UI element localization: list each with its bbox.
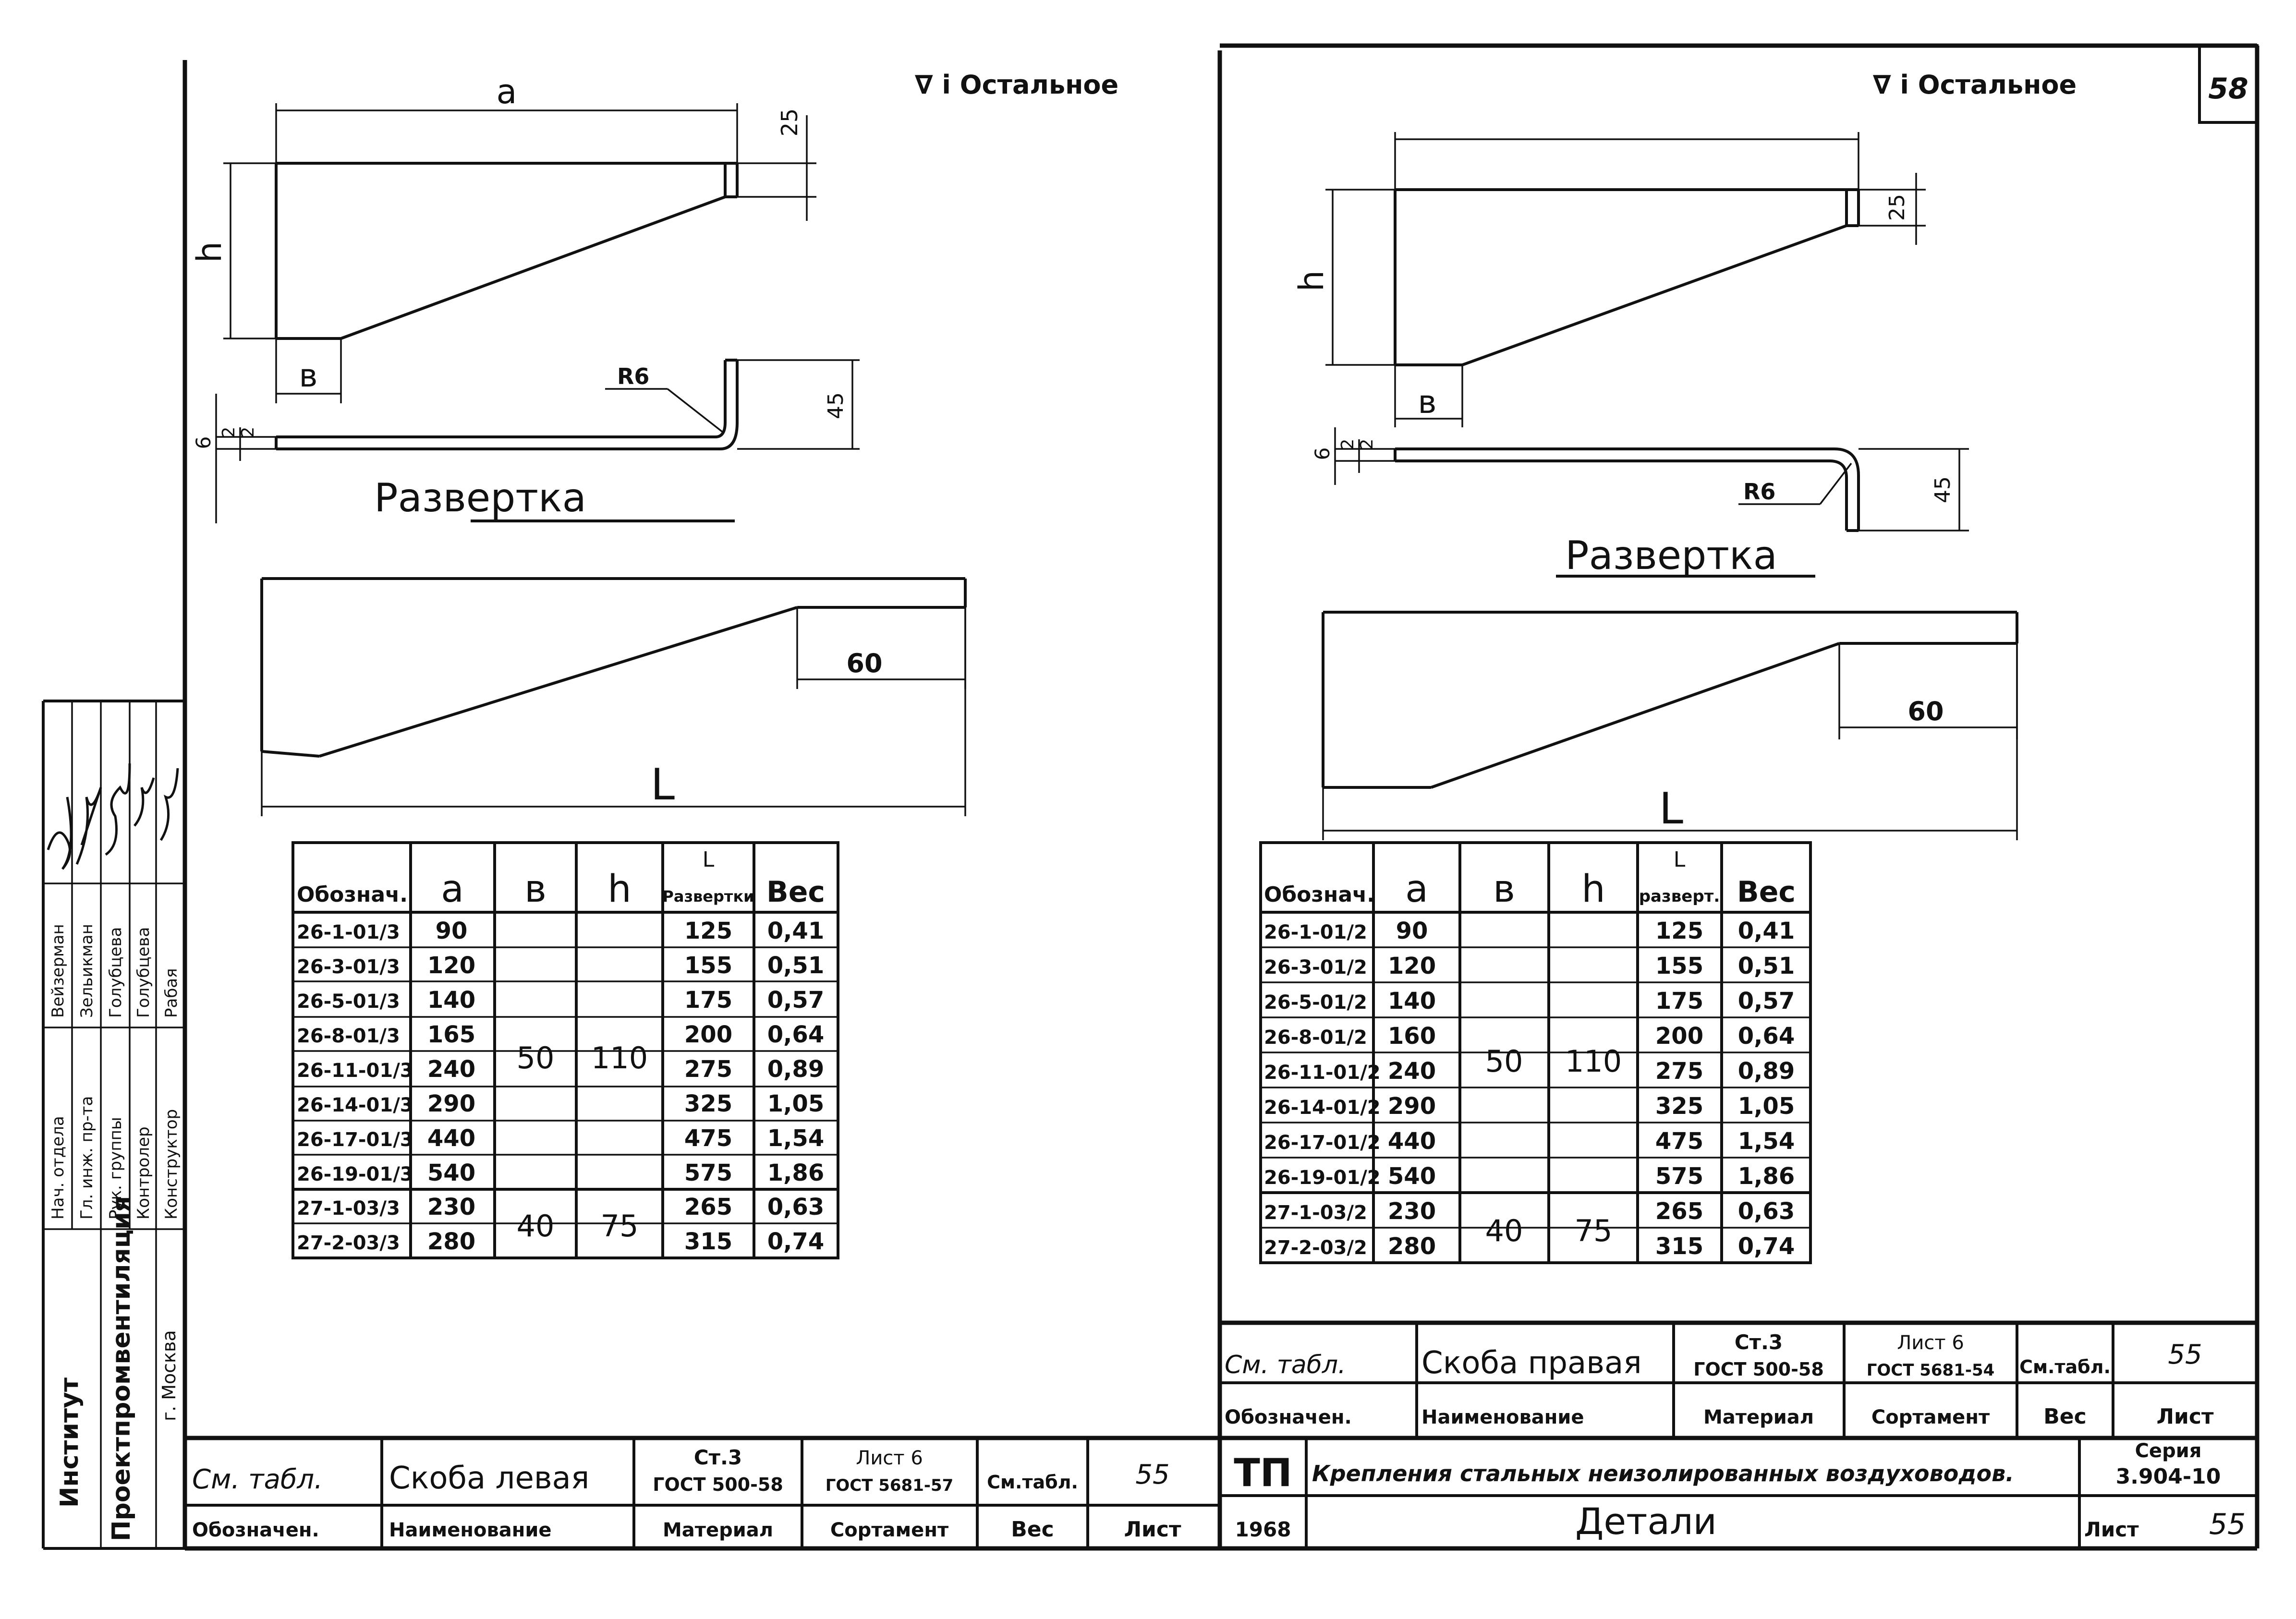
table-cell: 140 (427, 987, 476, 1014)
table-cell: 240 (427, 1056, 476, 1083)
right-tb-weight: См.табл. (2019, 1356, 2111, 1377)
table-cell: 26-5-01/2 (1264, 991, 1367, 1014)
left-data-table (293, 843, 838, 1258)
table-cell: 1,54 (1737, 1128, 1795, 1155)
page-number-box (2199, 46, 2257, 122)
left-tb-label-sheet: Лист (1124, 1517, 1181, 1542)
left-plan-view (190, 72, 816, 403)
right-th-a: a (1405, 868, 1428, 911)
left-group2-b: 40 (516, 1208, 555, 1244)
left-dim-h: h (190, 241, 229, 263)
right-group1-h: 110 (1565, 1044, 1622, 1079)
right-tb-assortment-2: ГОСТ 5681-54 (1866, 1361, 1995, 1380)
table-cell: 1,86 (1737, 1163, 1795, 1190)
left-dim-r6: R6 (617, 363, 650, 389)
table-cell: 0,41 (1737, 918, 1795, 944)
right-group2-h: 75 (1574, 1213, 1613, 1248)
table-cell: 325 (1655, 1093, 1704, 1120)
right-dim-45: 45 (1931, 476, 1955, 503)
table-cell: 90 (435, 918, 468, 944)
left-th-razvertki: Развертки (662, 887, 754, 906)
left-tb-label-assortment: Сортамент (830, 1519, 949, 1541)
table-cell: 155 (1655, 953, 1704, 979)
left-tb-label-designation: Обозначен. (192, 1519, 319, 1541)
main-tb-sheet-value: 55 (2209, 1508, 2246, 1541)
table-cell: 0,51 (1737, 953, 1795, 979)
table-cell: 0,57 (767, 987, 825, 1014)
table-cell: 280 (427, 1228, 476, 1255)
right-th-L-mark: L (1673, 847, 1686, 872)
left-dim-6: 6 (192, 436, 215, 449)
stamp-org: Проектпромвентиляция (107, 1196, 136, 1541)
left-dim-a: a (496, 72, 517, 111)
table-cell: 1,86 (767, 1160, 825, 1186)
table-cell: 0,63 (1737, 1198, 1795, 1225)
main-tb-subtitle: Детали (1575, 1500, 1717, 1543)
right-razvertka-title: Развертка (1565, 533, 1777, 579)
table-cell: 26-14-01/2 (1264, 1097, 1381, 1119)
table-cell: 540 (1387, 1163, 1436, 1190)
table-cell: 0,64 (767, 1021, 825, 1048)
table-cell: 140 (1387, 988, 1436, 1015)
main-tb-sheet-label: Лист (2084, 1518, 2139, 1541)
right-dim-2a: 2 (1338, 438, 1358, 450)
left-dim-2b: 2 (238, 426, 258, 438)
table-cell: 26-14-01/3 (297, 1094, 413, 1116)
table-cell: 280 (1387, 1233, 1436, 1260)
table-cell: 0,51 (767, 952, 825, 979)
table-cell: 26-1-01/3 (297, 921, 400, 943)
table-cell: 90 (1396, 918, 1428, 944)
left-th-b: в (524, 868, 547, 911)
right-tb-label-sheet: Лист (2156, 1404, 2214, 1429)
table-cell: 27-2-03/2 (1264, 1237, 1367, 1259)
left-tb-label-weight: Вес (1011, 1517, 1054, 1542)
stamp-role-4: Контролер (134, 1126, 153, 1220)
table-cell: 1,54 (767, 1125, 825, 1152)
left-dim-60: 60 (846, 648, 883, 678)
table-cell: 315 (1655, 1233, 1704, 1260)
left-title-block (185, 1438, 1220, 1548)
table-cell: 26-3-01/3 (297, 956, 400, 978)
table-cell: 200 (1655, 1023, 1704, 1050)
left-development-view (262, 579, 965, 816)
right-tb-sheet: 55 (2168, 1339, 2202, 1370)
table-cell: 240 (1387, 1058, 1436, 1085)
right-side-view (1311, 427, 1969, 531)
left-razvertka-title: Развертка (374, 475, 586, 521)
right-dim-L: L (1659, 784, 1684, 834)
right-table-rows (1264, 918, 1795, 1260)
left-tb-material-2: ГОСТ 500-58 (653, 1474, 783, 1495)
left-finish-mark: ∇ ⅰ Остальное (915, 70, 1119, 100)
left-dim-b: в (299, 357, 318, 394)
stamp-name-5: Рабая (162, 968, 181, 1018)
table-cell: 475 (1655, 1128, 1704, 1155)
stamp-role-2: Гл. инж. пр-та (77, 1096, 97, 1220)
left-tb-assortment-1: Лист 6 (856, 1447, 923, 1469)
right-drawing (1261, 70, 2077, 1263)
right-tb-designation: См. табл. (1225, 1351, 1346, 1379)
table-cell: 120 (1387, 953, 1436, 979)
right-dim-b: в (1418, 384, 1437, 421)
table-cell: 26-11-01/2 (1264, 1062, 1381, 1084)
right-tb-label-weight: Вес (2043, 1404, 2087, 1429)
main-tb-project-title: Крепления стальных неизолированных воздуховодов. (1312, 1461, 2014, 1486)
right-th-h: h (1581, 868, 1605, 911)
right-dim-60: 60 (1907, 696, 1944, 726)
table-cell: 575 (684, 1160, 733, 1186)
table-cell: 0,89 (767, 1056, 825, 1083)
table-cell: 0,74 (1737, 1233, 1795, 1260)
left-group1-b: 50 (516, 1040, 555, 1075)
left-tb-name: Скоба левая (389, 1461, 590, 1496)
right-tb-label-assortment: Сортамент (1871, 1406, 1990, 1428)
stamp-name-3: Голубцева (106, 927, 125, 1018)
left-group2-h: 75 (600, 1208, 639, 1244)
table-cell: 26-17-01/3 (297, 1129, 413, 1151)
main-title-block (1220, 1438, 2257, 1548)
right-tb-label-designation: Обозначен. (1225, 1406, 1352, 1428)
table-cell: 275 (684, 1056, 733, 1083)
right-tb-material-1: Ст.3 (1734, 1330, 1783, 1354)
table-cell: 26-19-01/2 (1264, 1167, 1381, 1189)
table-cell: 125 (1655, 918, 1704, 944)
right-data-table (1261, 843, 1810, 1263)
stamp-role-1: Нач. отдела (49, 1116, 68, 1220)
right-tb-assortment-1: Лист 6 (1897, 1332, 1964, 1354)
table-cell: 155 (684, 952, 733, 979)
right-group2-b: 40 (1485, 1213, 1523, 1248)
table-cell: 0,74 (767, 1228, 825, 1255)
stamp-institute: Институт (55, 1377, 84, 1508)
right-th-designation: Обознач. (1264, 882, 1375, 907)
table-cell: 175 (684, 987, 733, 1014)
table-cell: 440 (1387, 1128, 1436, 1155)
right-plan-view (1292, 132, 1926, 427)
right-development-view (1323, 612, 2017, 840)
table-cell: 1,05 (767, 1090, 825, 1117)
right-dim-6: 6 (1311, 447, 1334, 460)
left-dim-45: 45 (824, 392, 848, 419)
stamp-name-2: Зельикман (77, 924, 97, 1018)
right-tb-material-2: ГОСТ 500-58 (1693, 1359, 1824, 1380)
main-tb-series-value: 3.904-10 (2115, 1464, 2221, 1489)
right-finish-mark: ∇ ⅰ Остальное (1873, 70, 2077, 100)
right-dim-r6: R6 (1743, 479, 1776, 505)
table-cell: 120 (427, 952, 476, 979)
table-cell: 0,57 (1737, 988, 1795, 1015)
table-cell: 175 (1655, 988, 1704, 1015)
left-tb-label-material: Материал (662, 1519, 774, 1541)
table-cell: 1,05 (1737, 1093, 1795, 1120)
table-cell: 290 (1387, 1093, 1436, 1120)
right-th-ves: Вес (1737, 875, 1796, 909)
right-dim-h: h (1292, 270, 1331, 292)
table-cell: 325 (684, 1090, 733, 1117)
main-tb-tp: ТП (1234, 1450, 1292, 1495)
left-dim-25: 25 (777, 108, 802, 137)
left-tb-designation: См. табл. (192, 1464, 323, 1495)
left-th-L-mark: L (702, 847, 715, 872)
table-cell: 0,64 (1737, 1023, 1795, 1050)
table-cell: 0,41 (767, 918, 825, 944)
left-tb-weight: См.табл. (987, 1472, 1078, 1493)
table-cell: 125 (684, 918, 733, 944)
right-tb-label-material: Материал (1703, 1406, 1814, 1428)
left-th-ves: Вес (766, 875, 825, 909)
table-cell: 26-5-01/3 (297, 991, 400, 1013)
table-cell: 275 (1655, 1058, 1704, 1085)
table-cell: 475 (684, 1125, 733, 1152)
stamp-name-4: Голубцева (134, 927, 153, 1018)
left-tb-sheet: 55 (1135, 1459, 1170, 1490)
right-tb-label-name: Наименование (1421, 1406, 1584, 1428)
table-cell: 26-1-01/2 (1264, 921, 1367, 943)
table-cell: 26-8-01/3 (297, 1025, 400, 1047)
right-tb-name: Скоба правая (1421, 1345, 1642, 1381)
main-tb-year: 1968 (1235, 1518, 1291, 1541)
table-cell: 27-1-03/3 (297, 1197, 400, 1220)
table-cell: 26-19-01/3 (297, 1163, 413, 1185)
left-tb-label-name: Наименование (389, 1519, 552, 1541)
table-cell: 0,89 (1737, 1058, 1795, 1085)
table-cell: 290 (427, 1090, 476, 1117)
right-th-b: в (1493, 868, 1515, 911)
right-dim-2b: 2 (1357, 438, 1377, 450)
left-group1-h: 110 (591, 1040, 648, 1075)
stamp-role-3: Рук. группы (106, 1117, 125, 1220)
table-cell: 575 (1655, 1163, 1704, 1190)
table-cell: 27-1-03/2 (1264, 1202, 1367, 1224)
stamp-name-1: Вейзерман (49, 924, 68, 1018)
left-dim-L: L (650, 760, 675, 810)
right-th-razvert: разверт. (1639, 887, 1720, 906)
stamp-role-5: Конструктор (162, 1109, 181, 1220)
table-cell: 160 (1387, 1023, 1436, 1050)
table-cell: 265 (1655, 1198, 1704, 1225)
left-th-h: h (607, 868, 632, 911)
table-cell: 440 (427, 1125, 476, 1152)
right-dim-25: 25 (1885, 194, 1909, 221)
table-cell: 26-11-01/3 (297, 1060, 413, 1082)
table-cell: 26-8-01/2 (1264, 1027, 1367, 1049)
table-cell: 200 (684, 1021, 733, 1048)
left-tb-material-1: Ст.3 (693, 1446, 742, 1469)
right-title-block (1220, 1323, 2257, 1438)
table-cell: 26-17-01/2 (1264, 1132, 1381, 1154)
left-th-designation: Обознач. (297, 882, 408, 907)
table-cell: 230 (427, 1194, 476, 1220)
table-cell: 230 (1387, 1198, 1436, 1225)
table-cell: 26-3-01/2 (1264, 956, 1367, 979)
left-tb-assortment-2: ГОСТ 5681-57 (825, 1476, 954, 1495)
right-group1-b: 50 (1485, 1044, 1523, 1079)
stamp-city: г. Москва (158, 1330, 180, 1421)
left-th-a: a (441, 868, 464, 911)
table-cell: 315 (684, 1228, 733, 1255)
table-cell: 265 (684, 1194, 733, 1220)
side-stamp (43, 701, 185, 1548)
page-number: 58 (2208, 72, 2248, 106)
table-cell: 540 (427, 1160, 476, 1186)
table-cell: 165 (427, 1021, 476, 1048)
left-drawing (190, 70, 1118, 1258)
left-dim-2a: 2 (219, 426, 239, 438)
main-tb-series-label: Серия (2135, 1440, 2202, 1462)
table-cell: 27-2-03/3 (297, 1232, 400, 1254)
table-cell: 0,63 (767, 1194, 825, 1220)
signatures (48, 763, 178, 869)
